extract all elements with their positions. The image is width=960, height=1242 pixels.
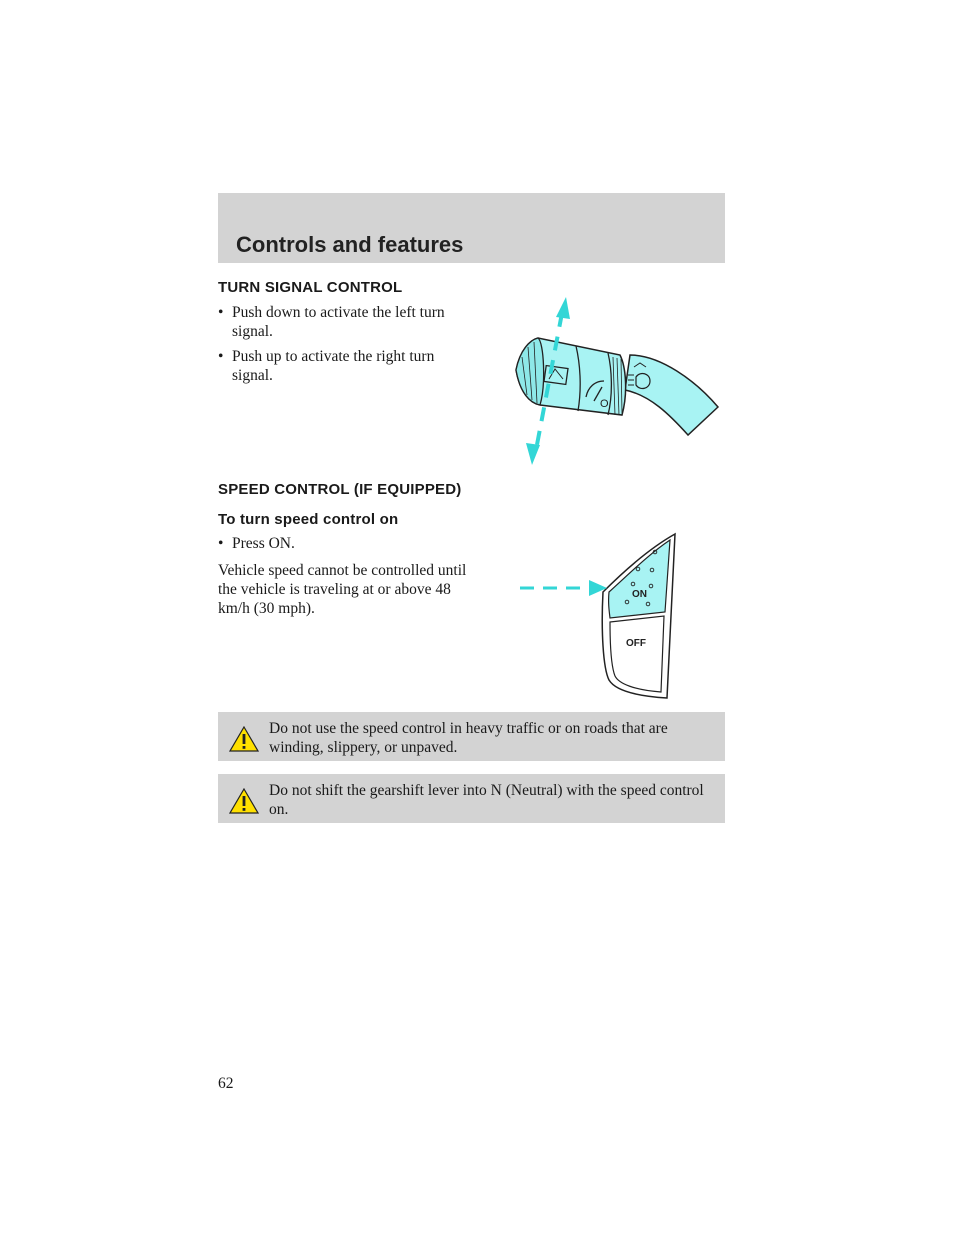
page-number: 62 [218, 1075, 234, 1092]
speed-control-button-illustration [515, 530, 685, 700]
bullet-text: Push down to activate the left turn signal. [232, 304, 445, 340]
speed-control-subheading: To turn speed control on [218, 511, 399, 528]
page-title: Controls and features [236, 232, 464, 257]
bullet-text: Push up to activate the right turn signal. [232, 348, 435, 384]
bullet-text: Press ON. [232, 535, 295, 552]
speed-control-bullet-press-on [218, 534, 478, 553]
speed-control-on-label: ON [632, 589, 647, 600]
warning-box-gearshift [218, 774, 725, 823]
svg-text:O: O [600, 398, 609, 410]
warning-triangle-icon [229, 788, 259, 814]
bullet-dot: • [218, 304, 224, 321]
warning-text-traffic: Do not use the speed control in heavy traffic or on roads that are winding, slippery, or unpaved. [269, 720, 668, 756]
speed-control-heading: SPEED CONTROL (IF EQUIPPED) [218, 481, 462, 498]
turn-signal-stalk-illustration [500, 295, 730, 465]
turn-signal-heading: TURN SIGNAL CONTROL [218, 279, 403, 296]
warning-box-traffic [218, 712, 725, 761]
bullet-dot: • [218, 348, 224, 365]
warning-triangle-icon [229, 726, 259, 752]
warning-text-gearshift: Do not shift the gearshift lever into N (Neutral) with the speed control on. [269, 782, 704, 818]
speed-control-paragraph: Vehicle speed cannot be controlled until the vehicle is traveling at or above 48 km/h (30 mph). [218, 562, 467, 617]
turn-signal-bullet-left [218, 303, 478, 341]
speed-control-off-label: OFF [626, 638, 646, 649]
bullet-dot: • [218, 535, 224, 552]
turn-signal-bullet-right [218, 347, 478, 385]
